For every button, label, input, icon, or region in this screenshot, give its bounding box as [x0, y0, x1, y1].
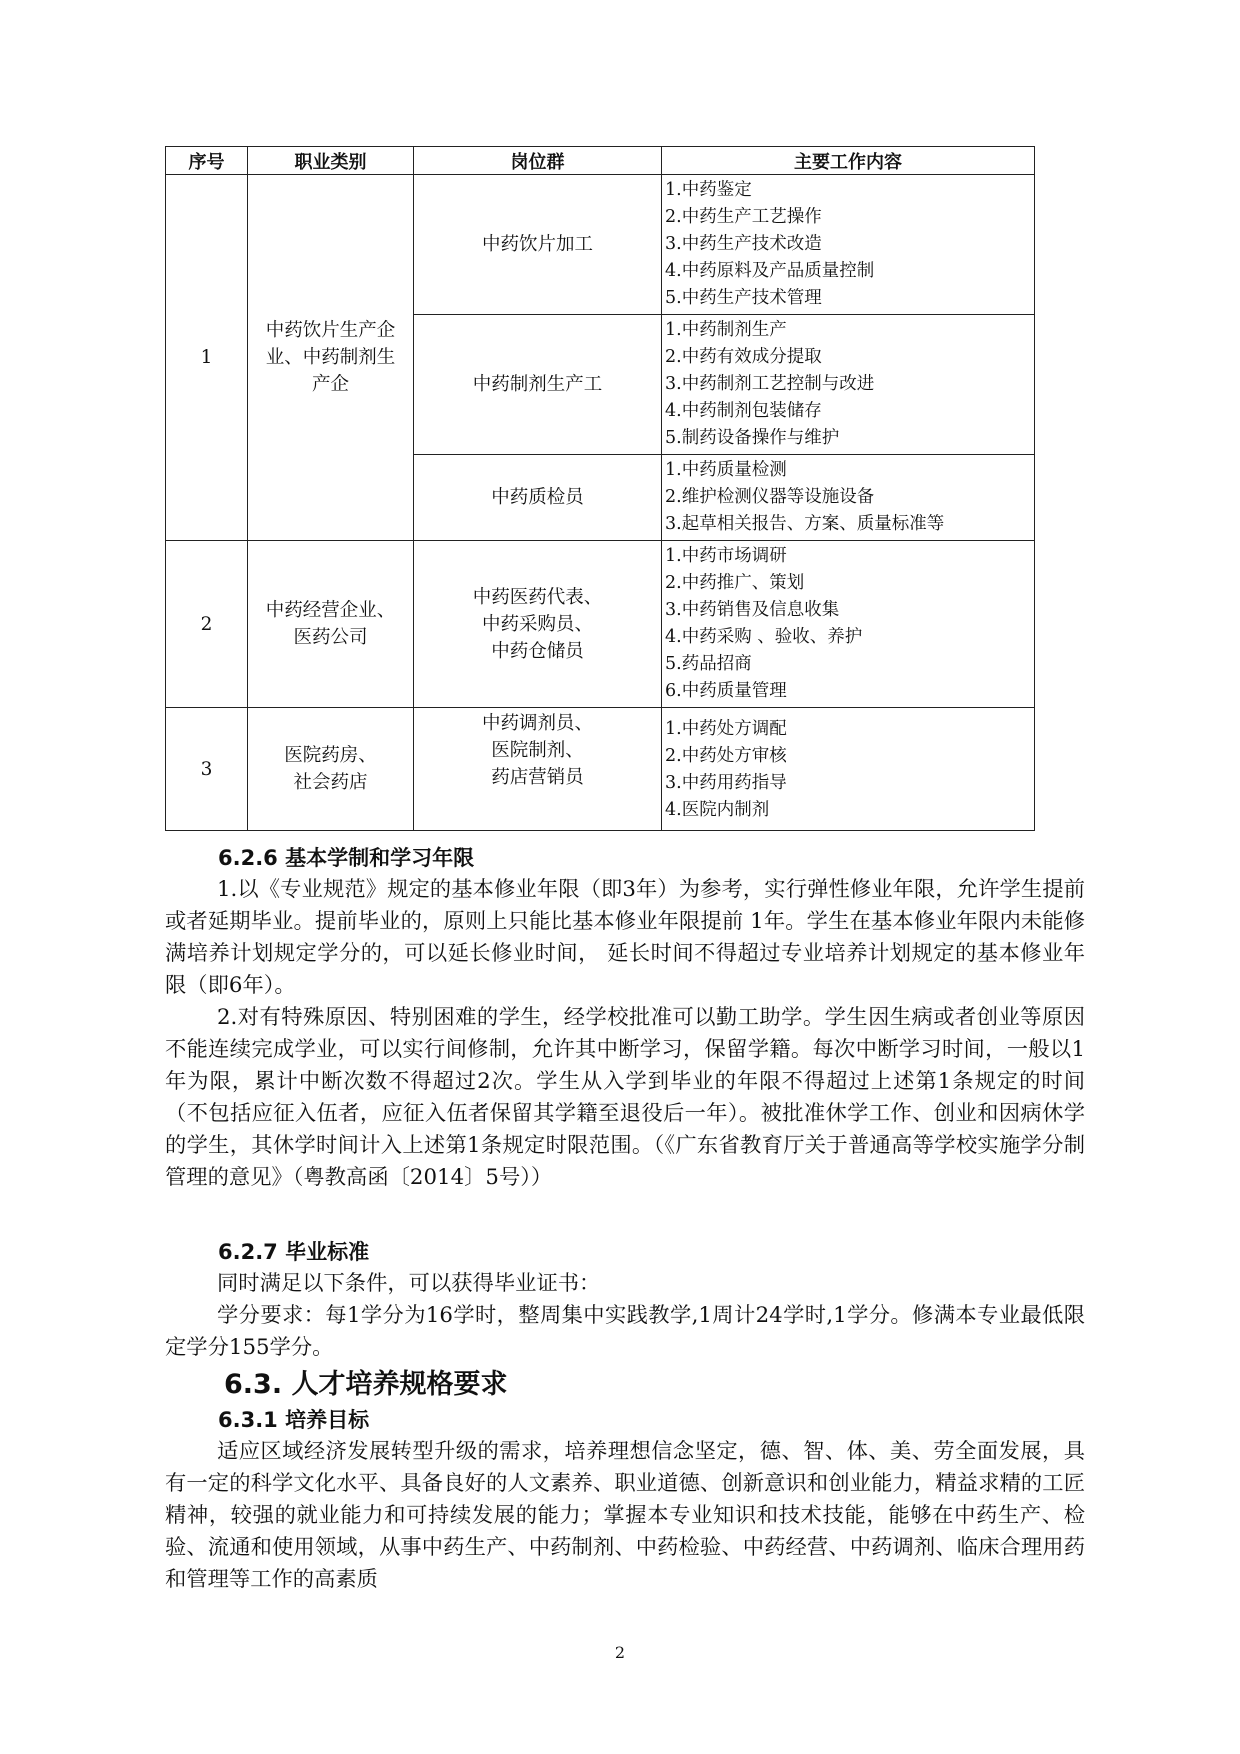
list-item: 3.中药生产技术改造: [665, 234, 822, 254]
row-no: 3: [166, 708, 248, 831]
row-no: 2: [166, 541, 248, 708]
paragraph: 1.以《专业规范》规定的基本修业年限（即3年）为参考，实行弹性修业年限，允许学生提前或者延期毕业。提前毕业的，原则上只能比基本修业年限提前 1年。学生在基本修业年限内未能修满培养计划规定学分的，可以延长修业时间， 延长时间不得超过专业培养计划规定的基本修业年限（即6年）。: [165, 877, 1085, 998]
page-number: 2: [614, 1643, 626, 1662]
row-tasks: [662, 175, 1035, 315]
row-tasks: [662, 708, 1035, 831]
list-item: 2.中药推广、策划: [665, 573, 805, 593]
header-positions: 岗位群: [414, 147, 662, 175]
list-item: 1.中药市场调研: [665, 546, 787, 566]
list-item: 2.中药生产工艺操作: [665, 207, 822, 227]
occupation-table: [165, 146, 1035, 831]
list-item: 1.中药处方调配: [665, 719, 787, 739]
row-tasks: [662, 315, 1035, 455]
paragraph: 同时满足以下条件，可以获得毕业证书：: [217, 1271, 601, 1296]
list-item: 5.药品招商: [665, 654, 752, 674]
list-item: 4.中药制剂包装储存: [665, 401, 822, 421]
list-item: 2.中药有效成分提取: [665, 347, 822, 367]
table-row: [166, 175, 1035, 315]
row-position: 中药质检员: [414, 455, 662, 541]
row-category: 医院药房、 社会药店: [248, 708, 414, 831]
paragraph: 2.对有特殊原因、特别困难的学生，经学校批准可以勤工助学。学生因生病或者创业等原因不能连续完成学业，可以实行间修制，允许其中断学习，保留学籍。每次中断学习时间，一般以1年为限，累计中断次数不得超过2次。学生从入学到毕业的年限不得超过上述第1条规定的时间（不包括应征入伍者，应征入伍者保留其学籍至退役后一年）。被批准休学工作、创业和因病休学的学生，其休学时间计入上述第1条规定时限范围。（《广东省教育厅关于普通高等学校实施学分制管理的意见》（粤教高函〔2014〕5号））: [165, 1005, 1085, 1190]
list-item: 2.中药处方审核: [665, 746, 787, 766]
row-category: 中药经营企业、 医药公司: [248, 541, 414, 708]
list-item: 1.中药鉴定: [665, 180, 752, 200]
table-header-row: [166, 147, 1035, 175]
row-category: 中药饮片生产企 业、中药制剂生 产企: [248, 175, 414, 541]
list-item: 6.中药质量管理: [665, 681, 787, 701]
section-heading-6-2-7: 6.2.7 毕业标准: [218, 1240, 370, 1264]
list-item: 3.起草相关报告、方案、质量标准等: [665, 514, 945, 534]
paragraph: 适应区域经济发展转型升级的需求，培养理想信念坚定，德、智、体、美、劳全面发展，具有一定的科学文化水平、具备良好的人文素养、职业道德、创新意识和创业能力，精益求精的工匠精神，较强的就业能力和可持续发展的能力；掌握本专业知识和技术技能，能够在中药生产、检验、流通和使用领域，从事中药生产、中药制剂、中药检验、中药经营、中药调剂、临床合理用药和管理等工作的高素质: [165, 1439, 1085, 1592]
list-item: 3.中药销售及信息收集: [665, 600, 840, 620]
list-item: 5.中药生产技术管理: [665, 288, 822, 308]
list-item: 3.中药用药指导: [665, 773, 787, 793]
list-item: 4.中药采购 、验收、养护: [665, 627, 863, 647]
section-heading-6-3-1: 6.3.1 培养目标: [218, 1408, 370, 1432]
row-tasks: [662, 541, 1035, 708]
header-category: 职业类别: [248, 147, 414, 175]
row-position: 中药调剂员、 医院制剂、 药店营销员: [414, 708, 662, 831]
row-tasks: [662, 455, 1035, 541]
list-item: 3.中药制剂工艺控制与改进: [665, 374, 875, 394]
table-row: [166, 708, 1035, 831]
list-item: 1.中药制剂生产: [665, 320, 787, 340]
table-row: [166, 541, 1035, 708]
list-item: 2.维护检测仪器等设施设备: [665, 487, 875, 507]
list-item: 5.制药设备操作与维护: [665, 428, 840, 448]
section-heading-6-3: 6.3. 人才培养规格要求: [224, 1369, 508, 1400]
paragraph: 学分要求：每1学分为16学时，整周集中实践教学,1周计24学时,1学分。修满本专业最低限定学分155学分。: [165, 1303, 1085, 1360]
row-position: 中药饮片加工: [414, 175, 662, 315]
row-position: 中药医药代表、 中药采购员、 中药仓储员: [414, 541, 662, 708]
list-item: 1.中药质量检测: [665, 460, 787, 480]
header-tasks: 主要工作内容: [662, 147, 1035, 175]
list-item: 4.中药原料及产品质量控制: [665, 261, 875, 281]
section-heading-6-2-6: 6.2.6 基本学制和学习年限: [218, 846, 475, 870]
list-item: 4.医院内制剂: [665, 800, 770, 820]
header-no: 序号: [166, 147, 248, 175]
row-no: 1: [166, 175, 248, 541]
row-position: 中药制剂生产工: [414, 315, 662, 455]
